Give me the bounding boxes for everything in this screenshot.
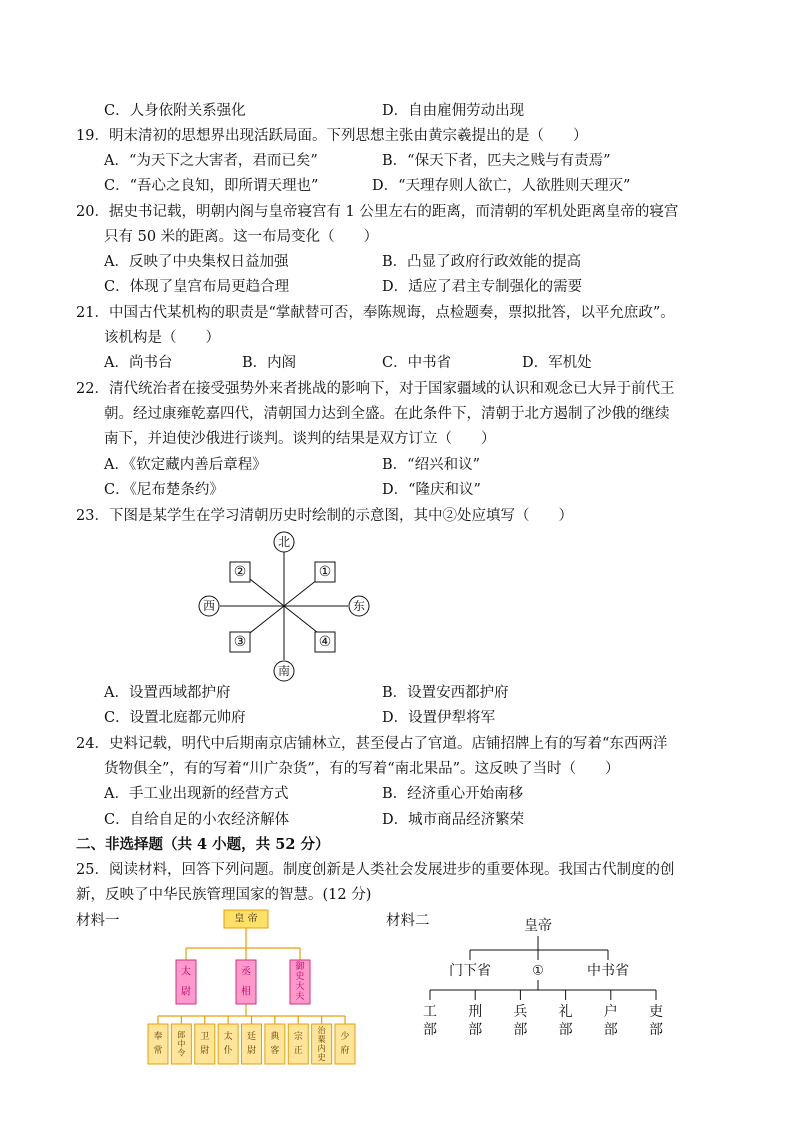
- m1-bottom-label: 正: [293, 1046, 303, 1056]
- m2-ministry-label: 部: [558, 1022, 573, 1038]
- q25-stem-line2: 新，反映了中华民族管理国家的智慧。(12 分): [76, 887, 372, 903]
- m2-ministry-label: 吏: [649, 1004, 663, 1020]
- q23-option-a: A．设置西域都护府: [104, 685, 231, 701]
- m1-bottom-label: 少: [340, 1032, 350, 1042]
- m1-mid-label: 大: [295, 982, 305, 992]
- q22-option-a: A．《钦定藏内善后章程》: [104, 457, 267, 473]
- q22-option-c: C．《尼布楚条约》: [104, 482, 224, 498]
- m1-bottom-label: 宗: [293, 1032, 303, 1042]
- q22-stem-line1: 22．清代统治者在接受强势外来者挑战的影响下，对于国家疆域的认识和观念已大异于前代王: [76, 381, 675, 397]
- east-label: 东: [352, 599, 366, 613]
- q24-option-c: C．自给自足的小农经济解体: [104, 812, 290, 828]
- m1-bottom-label: 尉: [200, 1046, 210, 1056]
- m1-bottom-label: 廷: [246, 1032, 257, 1042]
- q19-option-a: A．“为天下之大害者，君而已矣”: [104, 153, 318, 169]
- section-2-heading: 二、非选择题（共 4 小题，共 52 分）: [76, 836, 330, 853]
- m1-bottom-label: 仆: [223, 1046, 233, 1056]
- m1-bottom-label: 内: [317, 1044, 326, 1053]
- q20-option-b: B．凸显了政府行政效能的提高: [382, 254, 582, 270]
- q18-option-d: D．自由雇佣劳动出现: [382, 103, 525, 119]
- m1-mid-label: 太: [181, 966, 191, 978]
- q23-compass-diagram: [190, 526, 390, 686]
- q19-option-c: C．“吾心之良知，即所谓天理也”: [104, 178, 319, 194]
- m1-mid-label: 尉: [181, 986, 191, 998]
- q24-option-b: B．经济重心开始南移: [382, 786, 524, 802]
- m1-bottom-label: 郎: [177, 1030, 186, 1040]
- m2-center-label: ①: [532, 963, 544, 979]
- m1-mid-label: 御: [295, 962, 305, 972]
- material-2-label: 材料二: [386, 913, 430, 929]
- m1-mid-label: 相: [241, 986, 251, 998]
- m2-ministry-label: 部: [603, 1022, 618, 1038]
- m1-bottom-label: 史: [317, 1053, 326, 1062]
- q23-option-d: D．设置伊犁将军: [382, 710, 496, 726]
- m1-bottom-label: 粟: [317, 1035, 326, 1044]
- m1-bottom-box: [195, 1024, 215, 1064]
- south-label: 南: [277, 664, 291, 678]
- m2-ministry-label: 部: [513, 1022, 528, 1038]
- m1-mid-label: 夫: [295, 992, 305, 1002]
- m1-bottom-box: [218, 1024, 238, 1064]
- m1-bottom-label: 中: [177, 1039, 186, 1049]
- q25-stem-line1: 25．阅读材料，回答下列问题。制度创新是人类社会发展进步的重要体现。我国古代制度的创: [76, 862, 675, 878]
- q21-option-d: D．军机处: [522, 355, 592, 371]
- q20-stem-line2: 只有 50 米的距离。这一布局变化（ ）: [104, 229, 379, 245]
- m2-ministry-label: 部: [468, 1022, 483, 1038]
- m1-bottom-label: 府: [340, 1046, 350, 1056]
- m1-bottom-label: 令: [177, 1048, 186, 1058]
- q20-option-d: D．适应了君主专制强化的需要: [382, 279, 583, 295]
- q22-option-d: D．“隆庆和议”: [382, 482, 481, 498]
- m1-bottom-label: 卫: [200, 1032, 210, 1042]
- m1-bottom-box: [148, 1024, 168, 1064]
- m1-bottom-label: 奉: [153, 1032, 163, 1042]
- q21-option-c: C．中书省: [382, 355, 452, 371]
- m2-ministry-label: 部: [649, 1022, 663, 1038]
- box-4-label: ④: [318, 634, 332, 650]
- m1-bottom-label: 典: [270, 1032, 280, 1042]
- q21-option-b: B．内阁: [242, 355, 297, 371]
- m1-emperor-label: 皇 帝: [234, 913, 258, 925]
- m2-zhongshu-label: 中书省: [587, 963, 629, 979]
- m1-bottom-box: [242, 1024, 262, 1064]
- box-3-label: ③: [233, 634, 247, 650]
- q23-option-b: B．设置安西都护府: [382, 685, 509, 701]
- box-1-label: ①: [318, 564, 332, 580]
- north-label: 北: [277, 535, 291, 549]
- m1-bottom-label: 常: [153, 1046, 163, 1056]
- q19-stem: 19．明末清初的思想界出现活跃局面。下列思想主张由黄宗羲提出的是（ ）: [76, 128, 588, 144]
- q22-stem-line3: 南下，并迫使沙俄进行谈判。谈判的结果是双方订立（ ）: [104, 431, 496, 447]
- m1-bottom-label: 治: [317, 1026, 326, 1035]
- m1-bottom-label: 客: [270, 1046, 280, 1056]
- q22-option-b: B．“绍兴和议”: [382, 457, 480, 473]
- m2-ministry-label: 户: [603, 1004, 618, 1020]
- q24-stem-line2: 货物俱全”，有的写着“川广杂货”，有的写着“南北果品”。这反映了当时（ ）: [104, 761, 620, 777]
- q24-option-d: D．城市商品经济繁荣: [382, 812, 525, 828]
- q24-stem-line1: 24．史料记载，明代中后期南京店铺林立，甚至侵占了官道。店铺招牌上有的写着“东西两洋: [76, 736, 668, 752]
- m2-menxia-label: 门下省: [449, 963, 491, 979]
- m2-ministry-label: 兵: [513, 1004, 528, 1020]
- m2-ministry-label: 部: [423, 1022, 437, 1038]
- q21-option-a: A．尚书台: [104, 355, 173, 371]
- m1-bottom-box: [335, 1024, 355, 1064]
- q22-stem-line2: 朝。经过康雍乾嘉四代，清朝国力达到全盛。在此条件下，清朝于北方遏制了沙俄的继续: [104, 406, 670, 422]
- q19-option-b: B．“保天下者，匹夫之贱与有责焉”: [382, 153, 611, 169]
- m1-mid-label: 史: [295, 972, 305, 982]
- m1-bottom-box: [288, 1024, 308, 1064]
- q21-stem-line2: 该机构是（ ）: [104, 330, 220, 346]
- m2-emperor-label: 皇帝: [524, 918, 552, 934]
- material-1-label: 材料一: [76, 913, 120, 929]
- q18-option-c: C．人身依附关系强化: [104, 103, 246, 119]
- material-1-org-chart: [140, 908, 360, 1068]
- q19-option-d: D．“天理存则人欲亡，人欲胜则天理灭”: [372, 178, 631, 194]
- q20-option-a: A．反映了中央集权日益加强: [104, 254, 289, 270]
- west-label: 西: [202, 599, 216, 613]
- m2-ministry-label: 刑: [468, 1004, 483, 1020]
- m1-mid-label: 丞: [241, 966, 251, 978]
- m2-ministry-label: 礼: [558, 1004, 573, 1020]
- m1-bottom-label: 太: [223, 1032, 233, 1042]
- m2-ministry-label: 工: [423, 1004, 437, 1020]
- q20-stem-line1: 20．据史书记载，明朝内阁与皇帝寝宫有 1 公里左右的距离，而清朝的军机处距离皇帝的寝宫: [76, 204, 679, 220]
- q20-option-c: C．体现了皇宫布局更趋合理: [104, 279, 290, 295]
- q24-option-a: A．手工业出现新的经营方式: [104, 786, 289, 802]
- m1-bottom-label: 尉: [246, 1046, 257, 1056]
- q23-option-c: C．设置北庭都元帅府: [104, 710, 246, 726]
- material-2-org-chart: [412, 914, 682, 1044]
- m1-bottom-box: [265, 1024, 285, 1064]
- box-2-label: ②: [233, 564, 247, 580]
- q21-stem-line1: 21．中国古代某机构的职责是“掌献替可否，奉陈规诲，点检题奏，票拟批答，以平允庶政”。: [76, 305, 675, 321]
- q23-stem: 23．下图是某学生在学习清朝历史时绘制的示意图，其中②处应填写（ ）: [76, 508, 573, 524]
